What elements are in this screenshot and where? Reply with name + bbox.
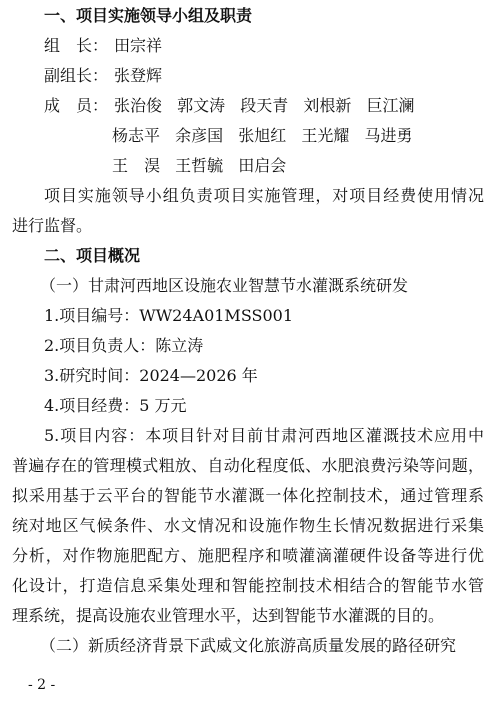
- member-name: 巨江澜: [366, 96, 415, 115]
- content-line: 统对地区气候条件、水文情况和设施作物生长情况数据进行采集: [12, 516, 484, 535]
- content-line: 5.项目内容：本项目针对目前甘肃河西地区灌溉技术应用中: [44, 426, 484, 445]
- leader-name: 田宗祥: [114, 36, 163, 55]
- subsection-2-title: （二）新质经济背景下武威文化旅游高质量发展的路径研究: [40, 636, 457, 655]
- content-line: 普遍存在的管理模式粗放、自动化程度低、水肥浪费污染等问题，: [12, 456, 484, 475]
- content-line: 分析，对作物施肥配方、施肥程序和喷灌滴灌硬件设备等进行优: [12, 546, 484, 565]
- member-name: 王 淏: [112, 156, 161, 175]
- deputy-label: 副组长：: [44, 66, 109, 85]
- member-name: 王光耀: [301, 126, 350, 145]
- subsection-1-title: （一）甘肃河西地区设施农业智慧节水灌溉系统研发: [40, 276, 409, 295]
- members-row-1: [44, 96, 486, 116]
- section-1-title: 一、项目实施领导小组及职责: [44, 6, 253, 25]
- content-line: 理系统，提高设施农业管理水平，达到智能节水灌溉的目的。: [12, 606, 445, 625]
- members-row-3: [112, 156, 486, 176]
- leader-label: 组 长：: [44, 36, 109, 55]
- member-name: 王哲毓: [175, 156, 224, 175]
- duty-text-line: 项目实施领导小组负责项目实施管理，对项目经费使用情况: [44, 186, 484, 205]
- member-name: 段天青: [240, 96, 289, 115]
- deputy-name: 张登辉: [114, 66, 163, 85]
- members-label: 成 员：: [44, 96, 109, 115]
- member-name: 余彦国: [175, 126, 224, 145]
- project-number: 1.项目编号：WW24A01MSS001: [44, 306, 293, 325]
- member-name: 田启会: [238, 156, 287, 175]
- content-line: 化设计，打造信息采集处理和智能控制技术相结合的智能节水管: [12, 576, 484, 595]
- leader-row: [44, 36, 486, 56]
- member-name: 刘根新: [303, 96, 352, 115]
- member-name: 马进勇: [364, 126, 413, 145]
- page-number: - 2 -: [28, 677, 56, 693]
- member-name: 郭文涛: [177, 96, 226, 115]
- members-row-2: [112, 126, 486, 146]
- duty-text-line: 进行监督。: [12, 216, 93, 235]
- research-period: 3.研究时间：2024—2026 年: [44, 366, 258, 385]
- member-name: 张治俊: [114, 96, 163, 115]
- member-name: 杨志平: [112, 126, 161, 145]
- project-leader: 2.项目负责人：陈立涛: [44, 336, 204, 355]
- deputy-row: [44, 66, 486, 86]
- content-line: 拟采用基于云平台的智能节水灌溉一体化控制技术，通过管理系: [12, 486, 484, 505]
- project-funding: 4.项目经费：5 万元: [44, 396, 187, 415]
- section-2-title: 二、项目概况: [44, 246, 141, 265]
- member-name: 张旭红: [238, 126, 287, 145]
